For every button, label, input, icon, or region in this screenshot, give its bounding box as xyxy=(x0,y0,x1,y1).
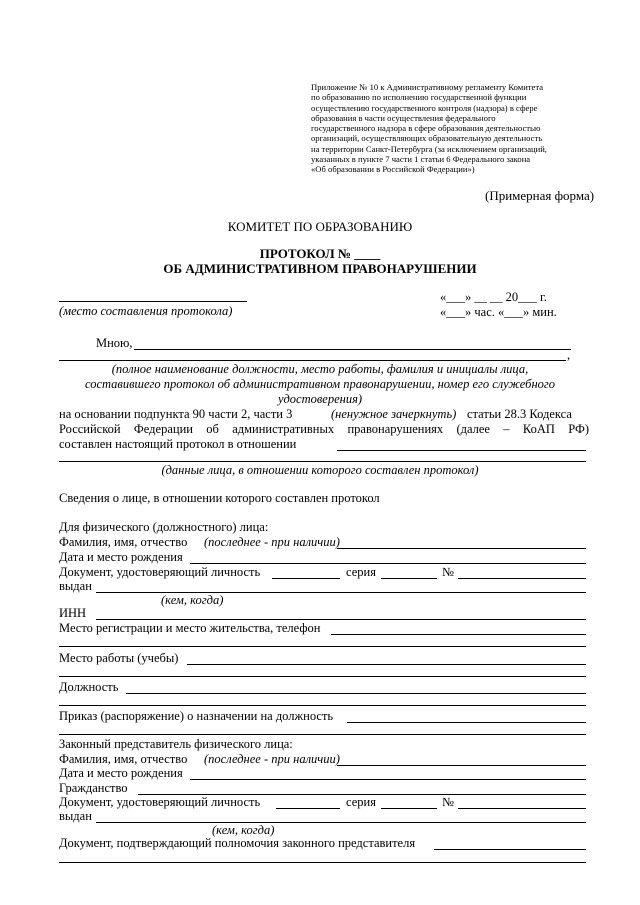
person-field[interactable] xyxy=(337,450,586,451)
work-label: Место работы (учебы) xyxy=(59,651,179,665)
registration-label: Место регистрации и место жительства, телефон xyxy=(59,621,321,635)
basis-text: составлен настоящий протокол в отношении xyxy=(59,437,297,451)
inn-label: ИНН xyxy=(59,606,87,620)
birth-field[interactable] xyxy=(190,563,586,564)
fio-label: Фамилия, имя, отчество xyxy=(59,535,188,549)
appendix-line: по образованию по исполнению государственной функции xyxy=(311,92,527,103)
work-field[interactable] xyxy=(187,664,586,665)
order-label: Приказ (распоряжение) о назначении на должность xyxy=(59,709,334,723)
basis-text: статьи 28.3 Кодекса xyxy=(467,407,572,421)
basis-note: (ненужное зачеркнуть) xyxy=(331,407,457,421)
rep-doc-label: Документ, удостоверяющий личность xyxy=(59,795,261,809)
issued-caption: (кем, когда) xyxy=(161,593,224,607)
rep-series-field[interactable] xyxy=(381,808,437,809)
comma: , xyxy=(567,348,571,362)
me-label: Мною, xyxy=(96,336,133,350)
appendix-line: образования в части осуществления федерального xyxy=(311,112,496,123)
time-field[interactable]: «___» час. «___» мин. xyxy=(440,305,557,319)
position-field[interactable] xyxy=(126,693,586,694)
rep-series-label: серия xyxy=(346,795,376,809)
rep-fio-field[interactable] xyxy=(337,765,586,766)
sample-form-label: (Примерная форма) xyxy=(485,188,595,203)
rep-birth-label: Дата и место рождения xyxy=(59,766,183,780)
representative-title: Законный представитель физического лица: xyxy=(59,737,293,751)
order-field-2[interactable] xyxy=(59,734,586,735)
place-caption: (место составления протокола) xyxy=(59,304,233,318)
rep-doc-field[interactable] xyxy=(276,808,340,809)
person-field-2[interactable] xyxy=(59,461,586,462)
order-field[interactable] xyxy=(347,722,586,723)
protocol-number: ПРОТОКОЛ № ____ xyxy=(259,246,381,261)
date-field[interactable]: «___» __ __ 20___ г. xyxy=(440,290,547,304)
appendix-line: на территории Санкт-Петербурга (за исключением организаций, xyxy=(311,143,547,154)
series-field[interactable] xyxy=(381,578,437,579)
birth-label: Дата и место рождения xyxy=(59,550,183,564)
rep-number-label: № xyxy=(442,795,454,809)
rep-number-field[interactable] xyxy=(458,808,586,809)
number-field[interactable] xyxy=(458,578,586,579)
place-field[interactable] xyxy=(59,301,247,302)
appendix-line: «Об образовании в Российской Федерации») xyxy=(311,164,475,175)
position-label: Должность xyxy=(59,680,119,694)
official-caption: (полное наименование должности, место работы, фамилия и инициалы лица, xyxy=(111,362,529,376)
inn-field[interactable] xyxy=(96,619,586,620)
protocol-title: ОБ АДМИНИСТРАТИВНОМ ПРАВОНАРУШЕНИИ xyxy=(163,261,477,276)
work-field-2[interactable] xyxy=(59,676,586,677)
series-label: серия xyxy=(346,565,376,579)
position-field-2[interactable] xyxy=(59,705,586,706)
rep-issued-label: выдан xyxy=(59,809,92,823)
fio-field[interactable] xyxy=(337,548,586,549)
appendix-line: Приложение № 10 к Административному регламенту Комитета xyxy=(311,82,544,92)
appendix-line: указанных в пункте 7 части 1 статьи 6 Федерального закона xyxy=(311,154,531,165)
official-caption: составившего протокол об административном правонарушении, номер его служебного xyxy=(84,377,556,391)
registration-field[interactable] xyxy=(331,634,586,635)
basis-text: Российской Федерации об административных правонарушениях (далее – КоАП РФ) xyxy=(59,422,589,436)
rep-birth-field[interactable] xyxy=(190,779,586,780)
authority-field-2[interactable] xyxy=(59,862,586,863)
appendix-line: организаций, осуществляющих образовательную деятельность xyxy=(311,133,543,144)
committee-title: КОМИТЕТ ПО ОБРАЗОВАНИЮ xyxy=(227,219,413,234)
rep-fio-label: Фамилия, имя, отчество xyxy=(59,752,188,766)
registration-field-2[interactable] xyxy=(59,646,586,647)
person-section-title: Сведения о лице, в отношении которого составлен протокол xyxy=(59,491,380,505)
number-label: № xyxy=(442,565,454,579)
doc-field[interactable] xyxy=(272,578,340,579)
rep-issued-field[interactable] xyxy=(96,822,586,823)
official-field[interactable] xyxy=(134,349,571,350)
appendix-line: государственного надзора в сфере образования деятельностью xyxy=(311,123,541,134)
appendix-line: осуществлению государственного контроля (надзора) в сфере xyxy=(311,102,538,113)
authority-label: Документ, подтверждающий полномочия законного представителя xyxy=(59,836,416,850)
official-caption: удостоверения) xyxy=(277,392,363,406)
person-caption: (данные лица, в отношении которого составлен протокол) xyxy=(161,463,479,477)
fio-note: (последнее - при наличии) xyxy=(204,535,340,549)
rep-fio-note: (последнее - при наличии) xyxy=(204,752,340,766)
physical-title: Для физического (должностного) лица: xyxy=(59,520,269,534)
rep-issued-caption: (кем, когда) xyxy=(212,823,275,837)
issued-label: выдан xyxy=(59,579,92,593)
doc-label: Документ, удостоверяющий личность xyxy=(59,565,261,579)
appendix-note xyxy=(311,82,591,175)
authority-field[interactable] xyxy=(434,849,586,850)
citizenship-label: Гражданство xyxy=(59,781,128,795)
basis-text: на основании подпункта 90 части 2, части 3 xyxy=(59,407,293,421)
official-field-2[interactable] xyxy=(59,360,566,361)
